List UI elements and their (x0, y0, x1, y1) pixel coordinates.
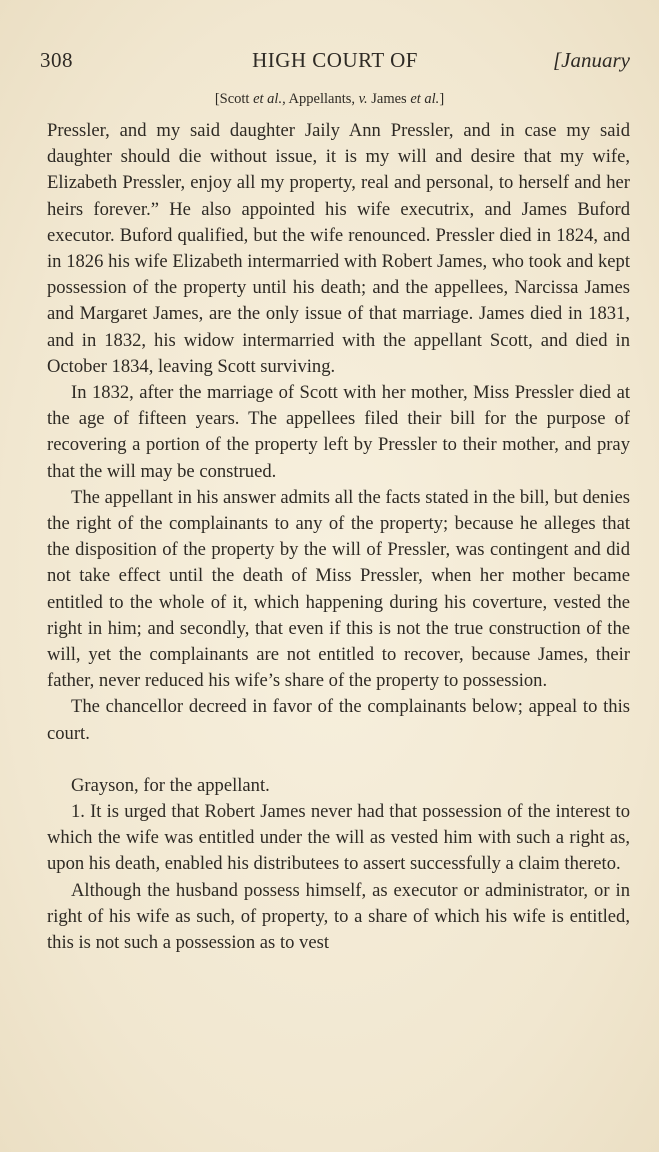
paragraph-continuation: Pressler, and my said daughter Jaily Ann Pressler, and in case my said daughter should die without issue, it is my will and desire that my wife, Elizabeth Pressler, enjoy all my property, real and personal, to herself and her heirs forever.” He also appointed his wife executrix, and James Buford executor. Buford qualified, but the wife renounced. Pressler died in 1824, and in 1826 his wife Elizabeth intermarried with Robert James, who took and kept possession of the property until his death; and the appellees, Narcissa James and Margaret James, are the only issue of that marriage. James died in 1831, and in 1832, his widow intermarried with the appellant Scott, and died in October 1834, leaving Scott surviving. (47, 120, 630, 377)
running-header (40, 48, 630, 78)
caption-et-al-1: et al. (253, 91, 283, 107)
caption-versus: v. (358, 91, 368, 107)
case-caption (0, 91, 659, 108)
caption-et-al-2: et al. (410, 91, 440, 107)
paragraph-argument-2: Although the husband possess himself, as executor or administrator, or in right of his wife as such, of property, to a share of which his wife is entitled, this is not such a possession as to vest (47, 879, 630, 954)
running-title: HIGH COURT OF (252, 48, 418, 72)
paragraph-chancellor-decree: The chancellor decreed in favor of the complainants below; appeal to this court. (47, 696, 630, 744)
caption-suffix: ] (439, 91, 445, 107)
caption-name2: James (367, 91, 411, 107)
paragraph-miss-pressler: In 1832, after the marriage of Scott with her mother, Miss Pressler died at the age of fifteen years. The appellees filed their bill for the purpose of recovering a portion of the property left by Pressler to their mother, and pray that the will may be construed. (47, 382, 630, 482)
body-text (47, 118, 630, 956)
running-month: [January (553, 48, 630, 72)
paragraph-appellant-answer: The appellant in his answer admits all the facts stated in the bill, but denies the right of the complainants to any of the property; because he alleges that the disposition of the property by the will of Pressler, was contingent and did not take effect until the death of Miss Pressler, when her mother became entitled to the whole of it, which happening during his coverture, vested the right in him; and secondly, that even if this is not the true construction of the will, yet the complainants are not entitled to recover, because James, their father, never reduced his wife’s share of the property to possession. (47, 486, 630, 692)
paragraph-argument-1: 1. It is urged that Robert James never had that possession of the interest to which the wife was entitled under the will as vested him with such a right as, upon his death, enabled his distributees to assert successfully a claim thereto. (47, 801, 630, 875)
caption-prefix: [Scott (214, 91, 254, 107)
page-number: 308 (40, 48, 73, 72)
caption-mid: , Appellants, (282, 91, 359, 107)
paragraph-counsel: Grayson, for the appellant. (71, 774, 270, 796)
